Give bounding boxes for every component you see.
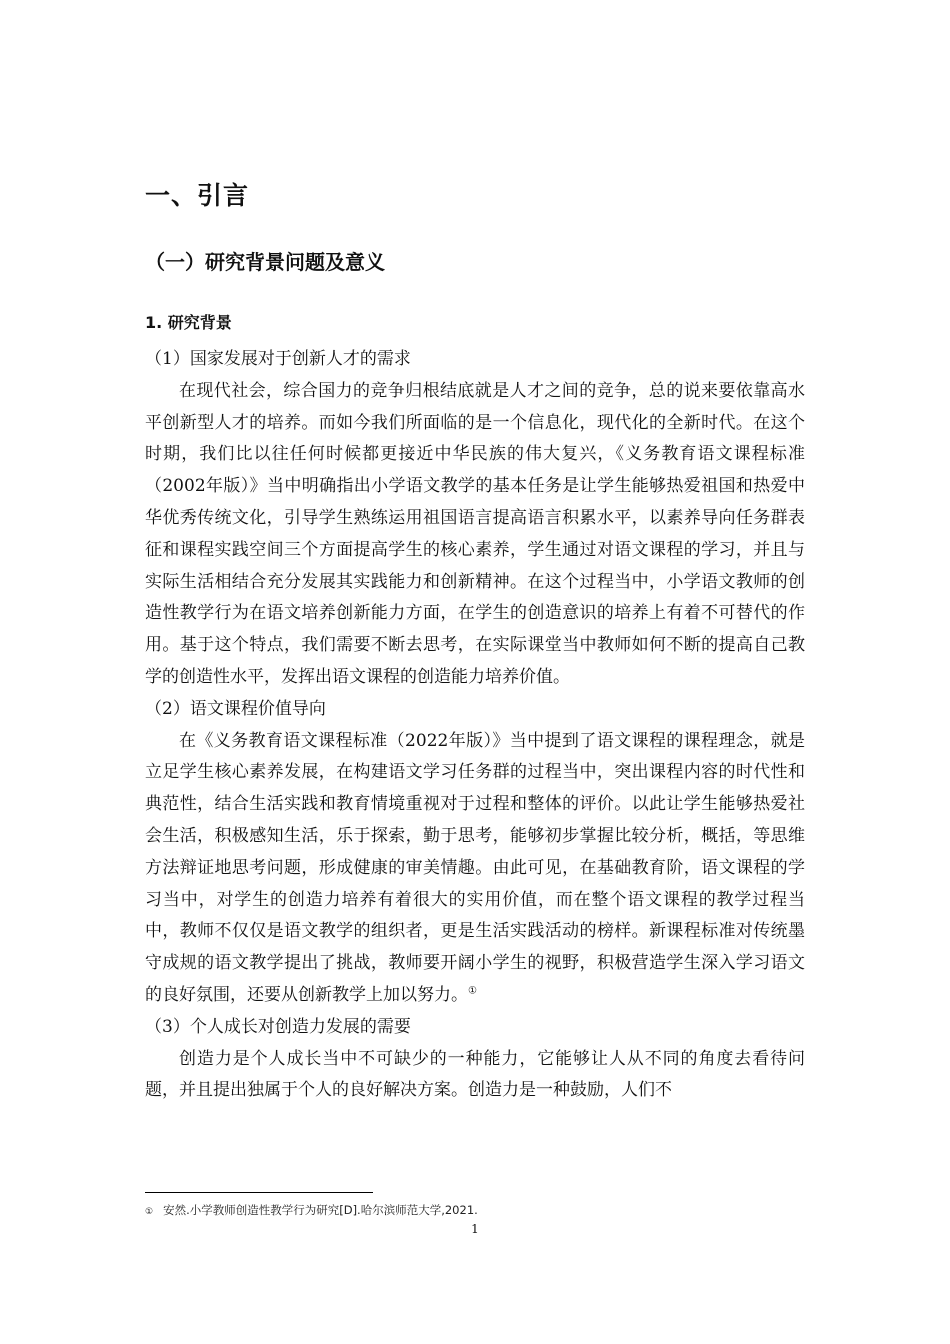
subsection-title: （1）国家发展对于创新人才的需求 [145, 349, 411, 369]
heading-background-and-significance: （一）研究背景问题及意义 [145, 250, 385, 274]
page-number: 1 [471, 1222, 479, 1236]
paragraph [145, 726, 805, 1012]
paragraph: 创造力是个人成长当中不可缺少的一种能力，它能够让人从不同的角度去看待问题，并且提出独属于个人的良好解决方案。创造力是一种鼓励，人们不 [145, 1048, 805, 1101]
subsection-title: （2）语文课程价值导向 [145, 698, 326, 719]
subsection-title: （3）个人成长对创造力发展的需要 [145, 1016, 411, 1037]
body-text [145, 344, 805, 1107]
heading-introduction: 一、引言 [145, 181, 250, 210]
heading-research-background: 1. 研究背景 [145, 313, 232, 332]
footnote-divider [145, 1192, 373, 1193]
footnote [145, 1202, 478, 1218]
footnote-reference[interactable]: ① [468, 985, 477, 997]
footnote-text: 安然.小学教师创造性教学行为研究[D].哈尔滨师范大学,2021. [163, 1203, 478, 1217]
paragraph-text: 在《义务教育语文课程标准（2022年版）》当中提到了语文课程的课程理念，就是立足学生核心素养发展，在构建语文学习任务群的过程当中，突出课程内容的时代性和典范性，结合生活实践和教育情境重视对于过程和整体的评价。以此让学生能够热爱社会生活，积极感知生活，乐于探索，勤于思考，能够初步掌握比较分析，概括，等思维方法辩证地思考问题，形成健康的审美情趣。由此可见，在基础教育阶，语文课程的学习当中，对学生的创造力培养有着很大的实用价值，而在整个语文课程的教学过程当中，教师不仅仅是语文教学的组织者，更是生活实践活动的榜样。新课程标准对传统墨守成规的语文教学提出了挑战，教师要开阔小学生的视野，积极营造学生深入学习语文的良好氛围，还要从创新教学上加以努力。 [145, 730, 805, 1005]
paragraph: 在现代社会，综合国力的竞争归根结底就是人才之间的竞争，总的说来要依靠高水平创新型人才的培养。而如今我们所面临的是一个信息化，现代化的全新时代。在这个时期，我们比以往任何时候都更接近中华民族的伟大复兴，《义务教育语文课程标准（2002年版）》当中明确指出小学语文教学的基本任务是让学生能够热爱祖国和热爱中华优秀传统文化，引导学生熟练运用祖国语言提高语言积累水平，以素养导向任务群表征和课程实践空间三个方面提高学生的核心素养，学生通过对语文课程的学习，并且与实际生活相结合充分发展其实践能力和创新精神。在这个过程当中，小学语文教师的创造性教学行为在语文培养创新能力方面，在学生的创造意识的培养上有着不可替代的作用。基于这个特点，我们需要不断去思考，在实际课堂当中教师如何不断的提高自己教学的创造性水平，发挥出语文课程的创造能力培养价值。 [145, 380, 805, 687]
footnote-number: ① [145, 1207, 154, 1217]
